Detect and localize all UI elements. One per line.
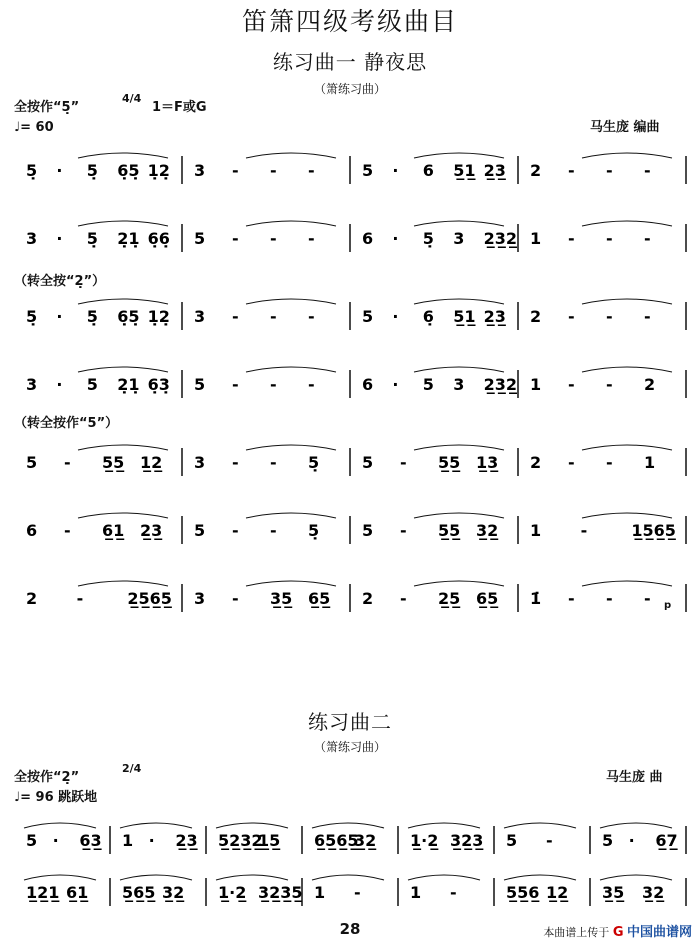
section2-label: （转全按“2̣”） bbox=[14, 274, 106, 289]
note: - bbox=[270, 307, 277, 326]
note: 1 bbox=[530, 375, 542, 394]
note: 5̣ bbox=[86, 161, 98, 180]
note: 3 bbox=[194, 307, 206, 326]
slur bbox=[120, 875, 192, 880]
note: - bbox=[232, 589, 239, 608]
watermark-prefix: 本曲谱上传于 bbox=[543, 926, 610, 939]
note: 5̣ bbox=[308, 521, 320, 540]
note: 1̲5̲ bbox=[258, 831, 281, 850]
piece2-subtitle: （箫练习曲） bbox=[313, 740, 386, 754]
note: - bbox=[232, 453, 239, 472]
note: · bbox=[56, 161, 63, 180]
slur bbox=[216, 875, 288, 880]
note: 2 bbox=[362, 589, 374, 608]
note: 1̣2̣ bbox=[147, 161, 170, 180]
note: 5 bbox=[422, 375, 434, 394]
note: 1̲·2̲ bbox=[410, 831, 439, 850]
note: 2̲3̲ bbox=[483, 307, 506, 326]
note: · bbox=[148, 831, 155, 850]
watermark bbox=[543, 921, 692, 940]
slur bbox=[582, 445, 672, 450]
note: - bbox=[606, 375, 613, 394]
note: 2̲5̲ bbox=[438, 589, 461, 608]
slur bbox=[414, 445, 504, 450]
note: 1̲2̲ bbox=[140, 453, 163, 472]
slur bbox=[582, 581, 672, 586]
note: 2 bbox=[530, 161, 542, 180]
note: 5 bbox=[194, 375, 206, 394]
note: - bbox=[568, 453, 575, 472]
note: - bbox=[232, 229, 239, 248]
note: 5 bbox=[362, 521, 374, 540]
note: 1̲5̲6̲5̲ bbox=[631, 521, 676, 540]
slur bbox=[24, 823, 96, 828]
piece2-tempo: ♩= 96 跳跃地 bbox=[14, 790, 98, 805]
note: 3̲2̲ bbox=[162, 883, 185, 902]
slur bbox=[312, 823, 384, 828]
note: 5̲5̲6̲ bbox=[506, 883, 540, 902]
note: 6̲7̲ bbox=[655, 831, 678, 850]
note: 5 bbox=[194, 229, 206, 248]
slur bbox=[408, 875, 480, 880]
note: - bbox=[546, 831, 553, 850]
piece1-time-signature: 4/4 bbox=[122, 92, 142, 105]
piece1-tempo: ♩= 60 bbox=[14, 120, 54, 135]
note: - bbox=[76, 589, 84, 608]
note: 3̲2̲3̲ bbox=[450, 831, 484, 850]
slur bbox=[600, 823, 672, 828]
slur bbox=[504, 875, 576, 880]
note: 6̲1̲ bbox=[66, 883, 89, 902]
note: - bbox=[400, 521, 407, 540]
slur bbox=[78, 445, 168, 450]
slur bbox=[504, 823, 576, 828]
note: 1̣2̣ bbox=[147, 307, 170, 326]
note: · bbox=[628, 831, 635, 850]
note: · bbox=[392, 375, 399, 394]
score-row-svg bbox=[14, 872, 686, 912]
piece2-title: 练习曲二 bbox=[308, 710, 392, 734]
note: - bbox=[308, 307, 315, 326]
piece2-fingering: 全按作“2̣” bbox=[14, 770, 80, 785]
slur bbox=[246, 221, 336, 226]
note: - bbox=[232, 375, 239, 394]
note: 5 bbox=[362, 161, 374, 180]
note: 2̲3̲ bbox=[140, 521, 163, 540]
note: - bbox=[64, 521, 71, 540]
note: - bbox=[644, 229, 651, 248]
note: 5̲5̲ bbox=[102, 453, 125, 472]
note: - bbox=[308, 229, 315, 248]
note: · bbox=[392, 161, 399, 180]
slur bbox=[246, 153, 336, 158]
note: 3 bbox=[453, 229, 465, 248]
note: 5̣ bbox=[86, 229, 98, 248]
note: 2̲3̲2̲ bbox=[483, 375, 518, 394]
note: 2̣1̣ bbox=[117, 375, 140, 394]
note: 5̣ bbox=[86, 307, 98, 326]
note: 6 bbox=[422, 161, 434, 180]
note: 5̲2̲3̲2̲ bbox=[218, 831, 263, 850]
note: 5 bbox=[194, 521, 206, 540]
note: - bbox=[232, 307, 239, 326]
note: - bbox=[400, 589, 407, 608]
slur bbox=[312, 875, 384, 880]
note: - bbox=[64, 453, 71, 472]
note: 5̣ bbox=[26, 307, 38, 326]
slur bbox=[78, 581, 168, 586]
score-row-svg bbox=[14, 820, 686, 860]
note: 3 bbox=[453, 375, 465, 394]
slur bbox=[408, 823, 480, 828]
note: 5 bbox=[506, 831, 518, 850]
note: · bbox=[56, 229, 63, 248]
slur bbox=[582, 367, 672, 372]
slur bbox=[582, 513, 672, 518]
note: - bbox=[354, 883, 361, 902]
score-row-svg bbox=[14, 442, 686, 482]
note: 3 bbox=[26, 229, 38, 248]
note: 2̲5̲6̲5̲ bbox=[127, 589, 172, 608]
score-row-svg bbox=[14, 296, 686, 336]
note: 5̲5̲ bbox=[438, 521, 461, 540]
note: - bbox=[568, 375, 575, 394]
score-row-svg bbox=[14, 578, 686, 618]
slur bbox=[582, 221, 672, 226]
note: 5 bbox=[86, 375, 98, 394]
note: - bbox=[270, 375, 277, 394]
slur bbox=[600, 875, 672, 880]
slur bbox=[246, 299, 336, 304]
score-row bbox=[14, 872, 694, 912]
note: 2 bbox=[530, 453, 542, 472]
slur bbox=[78, 299, 168, 304]
slur bbox=[78, 153, 168, 158]
note: 3̲5̲ bbox=[602, 883, 625, 902]
score-row bbox=[14, 820, 694, 860]
note: 6̣ bbox=[422, 307, 434, 326]
page-number: 28 bbox=[339, 920, 361, 938]
piece2-composer: 马生庞 曲 bbox=[606, 770, 663, 785]
note: 5 bbox=[26, 831, 38, 850]
note: 2 bbox=[26, 589, 38, 608]
note: - bbox=[644, 161, 651, 180]
note: 1̇ bbox=[530, 589, 542, 608]
note: 6̲1̲ bbox=[102, 521, 125, 540]
slur bbox=[246, 581, 336, 586]
note: 6̣5̣ bbox=[117, 161, 140, 180]
note: 6̲5̲ bbox=[308, 589, 331, 608]
note: 5̣ bbox=[422, 229, 434, 248]
slur bbox=[78, 221, 168, 226]
note: - bbox=[606, 307, 613, 326]
note: - bbox=[270, 161, 277, 180]
note: 1̲2̲ bbox=[546, 883, 569, 902]
note: 6̣6̣ bbox=[147, 229, 170, 248]
piece1-title: 练习曲一 静夜思 bbox=[272, 50, 428, 74]
note: 5̣ bbox=[308, 453, 320, 472]
slur bbox=[414, 221, 504, 226]
note: - bbox=[606, 453, 613, 472]
slur bbox=[414, 299, 504, 304]
note: - bbox=[580, 521, 588, 540]
score-row-svg bbox=[14, 218, 686, 258]
slur bbox=[78, 513, 168, 518]
note: - bbox=[644, 307, 651, 326]
note: 5 bbox=[362, 307, 374, 326]
note: - bbox=[308, 375, 315, 394]
note: - bbox=[568, 161, 575, 180]
note: 6 bbox=[362, 229, 374, 248]
slur bbox=[582, 299, 672, 304]
note: - bbox=[400, 453, 407, 472]
note: 6̣3̣ bbox=[147, 375, 170, 394]
score-row-svg bbox=[14, 364, 686, 404]
score-row bbox=[14, 578, 694, 618]
note: 1 bbox=[530, 521, 542, 540]
slur bbox=[24, 875, 96, 880]
slur bbox=[246, 513, 336, 518]
note: 1 bbox=[530, 229, 542, 248]
note: 5̣ bbox=[26, 161, 38, 180]
note: · bbox=[56, 307, 63, 326]
note: 6 bbox=[26, 521, 38, 540]
note: 2 bbox=[530, 307, 542, 326]
note: 2̲3̲ bbox=[483, 161, 506, 180]
slur bbox=[414, 153, 504, 158]
dynamic-marking: p bbox=[664, 600, 672, 611]
note: 3 bbox=[26, 375, 38, 394]
piece1-subtitle: （箫练习曲） bbox=[313, 82, 386, 96]
note: - bbox=[568, 229, 575, 248]
slur bbox=[414, 513, 504, 518]
slur bbox=[414, 581, 504, 586]
slur bbox=[120, 823, 192, 828]
note: · bbox=[392, 307, 399, 326]
piece1-composer: 马生庞 编曲 bbox=[590, 120, 660, 135]
note: 1̲2̲1̲ bbox=[26, 883, 60, 902]
piece1-fingering: 全按作“5̣” bbox=[14, 100, 80, 115]
note: - bbox=[270, 453, 277, 472]
note: 6̲5̲ bbox=[476, 589, 499, 608]
note: · bbox=[56, 375, 63, 394]
score-row bbox=[14, 150, 694, 190]
note: 2 bbox=[644, 375, 656, 394]
note: - bbox=[232, 521, 239, 540]
note: - bbox=[270, 521, 277, 540]
note: 1 bbox=[122, 831, 134, 850]
note: 2̣1̣ bbox=[117, 229, 140, 248]
note: 3 bbox=[194, 589, 206, 608]
score-row bbox=[14, 442, 694, 482]
note: - bbox=[606, 589, 613, 608]
slur bbox=[246, 367, 336, 372]
note: 1 bbox=[644, 453, 656, 472]
section3-label: （转全按作“5”） bbox=[14, 416, 119, 431]
score-row bbox=[14, 218, 694, 258]
note: 5̲1̲ bbox=[453, 161, 476, 180]
note: 5̲6̲5̲ bbox=[122, 883, 156, 902]
note: 3̲2̲ bbox=[642, 883, 665, 902]
note: 3 bbox=[194, 453, 206, 472]
score-row-svg bbox=[14, 510, 686, 550]
note: 6̣5̣ bbox=[117, 307, 140, 326]
note: 3̲2̲ bbox=[476, 521, 499, 540]
note: - bbox=[606, 161, 613, 180]
note: 3̲5̲ bbox=[270, 589, 293, 608]
score-row bbox=[14, 510, 694, 550]
note: 6̲3̲ bbox=[79, 831, 102, 850]
note: · bbox=[52, 831, 59, 850]
score-row bbox=[14, 364, 694, 404]
note: 6̲5̲6̲5̲ bbox=[314, 831, 359, 850]
note: 1̲3̲ bbox=[476, 453, 499, 472]
note: 5 bbox=[26, 453, 38, 472]
note: - bbox=[644, 589, 651, 608]
note: 1 bbox=[314, 883, 326, 902]
book-title: 笛箫四级考级曲目 bbox=[241, 7, 458, 36]
note: 2̲3̲ bbox=[175, 831, 198, 850]
piece2-time-signature: 2/4 bbox=[122, 762, 142, 775]
note: - bbox=[450, 883, 457, 902]
note: - bbox=[568, 307, 575, 326]
piece1-key: 1＝F或G bbox=[152, 100, 207, 115]
note: 6 bbox=[362, 375, 374, 394]
note: - bbox=[270, 229, 277, 248]
slur bbox=[246, 445, 336, 450]
note: 3̲2̲ bbox=[354, 831, 377, 850]
note: - bbox=[232, 161, 239, 180]
note: · bbox=[392, 229, 399, 248]
slur bbox=[414, 367, 504, 372]
score-row bbox=[14, 296, 694, 336]
note: 2̲3̲2̲ bbox=[483, 229, 518, 248]
watermark-logo-icon: G bbox=[612, 925, 624, 940]
note: 3̲2̲3̲5̲ bbox=[258, 883, 303, 902]
note: 1 bbox=[410, 883, 422, 902]
slur bbox=[216, 823, 288, 828]
note: 1̲·2̲ bbox=[218, 883, 247, 902]
note: 5̲1̲ bbox=[453, 307, 476, 326]
slur bbox=[78, 367, 168, 372]
slur bbox=[582, 153, 672, 158]
note: - bbox=[606, 229, 613, 248]
note: - bbox=[308, 161, 315, 180]
watermark-site: 中国曲谱网 bbox=[626, 925, 692, 940]
note: 5 bbox=[602, 831, 614, 850]
note: - bbox=[568, 589, 575, 608]
note: 3 bbox=[194, 161, 206, 180]
score-row-svg bbox=[14, 150, 686, 190]
note: 5̲5̲ bbox=[438, 453, 461, 472]
note: 5 bbox=[362, 453, 374, 472]
